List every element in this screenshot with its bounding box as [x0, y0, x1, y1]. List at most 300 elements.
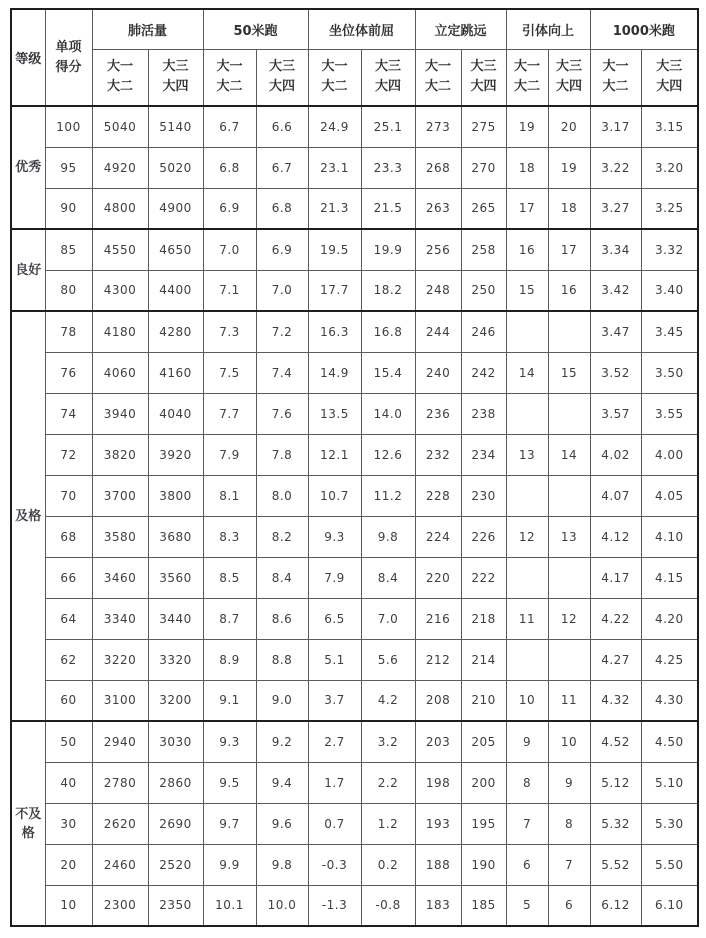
header-sub-freshman: [415, 49, 461, 106]
table-row: [11, 721, 698, 762]
value-cell: 6.6: [256, 106, 308, 147]
header-sub-line: 大二: [602, 79, 629, 95]
value-cell: 9.2: [256, 721, 308, 762]
header-sub-line: 大四: [162, 79, 189, 95]
value-cell: 0.2: [361, 844, 415, 885]
value-cell: 8: [548, 803, 590, 844]
value-cell: 238: [461, 393, 506, 434]
value-cell: 185: [461, 885, 506, 926]
value-cell: 14.0: [361, 393, 415, 434]
table-row: [11, 762, 698, 803]
value-cell: 8.0: [256, 475, 308, 516]
value-cell: 4.30: [641, 680, 698, 721]
value-cell: 7: [548, 844, 590, 885]
value-cell: 3.20: [641, 147, 698, 188]
value-cell: 268: [415, 147, 461, 188]
value-cell: 19: [548, 147, 590, 188]
table-row: [11, 147, 698, 188]
header-score-line: 得分: [55, 59, 82, 75]
value-cell: -0.8: [361, 885, 415, 926]
table-row: [11, 311, 698, 352]
value-cell: 25.1: [361, 106, 415, 147]
score-cell: 50: [45, 721, 92, 762]
header-sub-line: 大四: [375, 79, 402, 95]
value-cell: 13: [506, 434, 548, 475]
value-cell: 6.9: [203, 188, 256, 229]
value-cell: 3680: [148, 516, 203, 557]
value-cell: 226: [461, 516, 506, 557]
value-cell: 2.2: [361, 762, 415, 803]
value-cell: 16: [506, 229, 548, 270]
score-cell: 74: [45, 393, 92, 434]
value-cell: 246: [461, 311, 506, 352]
value-cell: 8.1: [203, 475, 256, 516]
value-cell: 8.7: [203, 598, 256, 639]
value-cell: 3.40: [641, 270, 698, 311]
score-cell: 80: [45, 270, 92, 311]
value-cell: 4.2: [361, 680, 415, 721]
value-cell: [506, 475, 548, 516]
value-cell: 5.30: [641, 803, 698, 844]
value-cell: 2.7: [308, 721, 361, 762]
value-cell: 3.45: [641, 311, 698, 352]
value-cell: 248: [415, 270, 461, 311]
value-cell: 9.3: [203, 721, 256, 762]
value-cell: 3220: [92, 639, 148, 680]
value-cell: 3.17: [590, 106, 641, 147]
value-cell: 14: [548, 434, 590, 475]
value-cell: 9.6: [256, 803, 308, 844]
value-cell: 16.8: [361, 311, 415, 352]
value-cell: 208: [415, 680, 461, 721]
value-cell: 244: [415, 311, 461, 352]
header-sub-senior: [548, 49, 590, 106]
value-cell: 220: [415, 557, 461, 598]
value-cell: 8.5: [203, 557, 256, 598]
value-cell: 12: [506, 516, 548, 557]
value-cell: 19.5: [308, 229, 361, 270]
value-cell: 10: [548, 721, 590, 762]
table-row: [11, 352, 698, 393]
value-cell: 3940: [92, 393, 148, 434]
section-0: [11, 106, 698, 229]
value-cell: 20: [548, 106, 590, 147]
value-cell: 7.5: [203, 352, 256, 393]
value-cell: 3580: [92, 516, 148, 557]
header-sub-senior: [256, 49, 308, 106]
value-cell: 24.9: [308, 106, 361, 147]
header-sub-line: 大一: [106, 59, 133, 75]
grade-label-cell: 优秀: [11, 106, 45, 229]
value-cell: 10.1: [203, 885, 256, 926]
value-cell: 230: [461, 475, 506, 516]
value-cell: 7.6: [256, 393, 308, 434]
value-cell: 4160: [148, 352, 203, 393]
value-cell: 9.0: [256, 680, 308, 721]
value-cell: 16.3: [308, 311, 361, 352]
value-cell: 193: [415, 803, 461, 844]
value-cell: [506, 639, 548, 680]
value-cell: 3.57: [590, 393, 641, 434]
value-cell: 3.2: [361, 721, 415, 762]
value-cell: 14: [506, 352, 548, 393]
header-sub-line: 大三: [470, 59, 497, 75]
section-2: [11, 311, 698, 721]
value-cell: 8.4: [361, 557, 415, 598]
value-cell: 198: [415, 762, 461, 803]
header-group-0: 肺活量: [92, 9, 203, 49]
value-cell: 11: [506, 598, 548, 639]
value-cell: 4.15: [641, 557, 698, 598]
header-group-2: 坐位体前屈: [308, 9, 415, 49]
value-cell: 222: [461, 557, 506, 598]
value-cell: 265: [461, 188, 506, 229]
value-cell: 2940: [92, 721, 148, 762]
value-cell: 1.2: [361, 803, 415, 844]
value-cell: 216: [415, 598, 461, 639]
value-cell: 3.52: [590, 352, 641, 393]
header-group-3: 立定跳远: [415, 9, 506, 49]
value-cell: 3340: [92, 598, 148, 639]
table-row: [11, 270, 698, 311]
value-cell: 3.7: [308, 680, 361, 721]
header-sub-line: 大一: [216, 59, 243, 75]
value-cell: 13.5: [308, 393, 361, 434]
value-cell: 7.0: [256, 270, 308, 311]
value-cell: [548, 393, 590, 434]
value-cell: 15: [548, 352, 590, 393]
value-cell: 188: [415, 844, 461, 885]
value-cell: 4.20: [641, 598, 698, 639]
value-cell: 203: [415, 721, 461, 762]
value-cell: 16: [548, 270, 590, 311]
table-row: [11, 844, 698, 885]
value-cell: 15.4: [361, 352, 415, 393]
value-cell: 6.9: [256, 229, 308, 270]
value-cell: 3820: [92, 434, 148, 475]
value-cell: 4300: [92, 270, 148, 311]
table-row: [11, 188, 698, 229]
value-cell: 2690: [148, 803, 203, 844]
value-cell: 0.7: [308, 803, 361, 844]
value-cell: [506, 393, 548, 434]
value-cell: 19.9: [361, 229, 415, 270]
value-cell: 3.32: [641, 229, 698, 270]
value-cell: 4900: [148, 188, 203, 229]
value-cell: 2780: [92, 762, 148, 803]
value-cell: 3030: [148, 721, 203, 762]
value-cell: 23.3: [361, 147, 415, 188]
value-cell: 270: [461, 147, 506, 188]
value-cell: 6.7: [203, 106, 256, 147]
value-cell: 7.8: [256, 434, 308, 475]
score-cell: 62: [45, 639, 92, 680]
value-cell: 9.4: [256, 762, 308, 803]
value-cell: 3100: [92, 680, 148, 721]
value-cell: 210: [461, 680, 506, 721]
value-cell: 4.50: [641, 721, 698, 762]
value-cell: 3440: [148, 598, 203, 639]
section-1: [11, 229, 698, 311]
value-cell: 3920: [148, 434, 203, 475]
header-sub-line: 大一: [602, 59, 629, 75]
value-cell: 228: [415, 475, 461, 516]
value-cell: 7.9: [203, 434, 256, 475]
score-cell: 60: [45, 680, 92, 721]
value-cell: 4.32: [590, 680, 641, 721]
value-cell: 4800: [92, 188, 148, 229]
score-cell: 40: [45, 762, 92, 803]
header-sub-line: 大一: [321, 59, 348, 75]
header-sub-senior: [148, 49, 203, 106]
value-cell: 236: [415, 393, 461, 434]
value-cell: 6.12: [590, 885, 641, 926]
score-cell: 76: [45, 352, 92, 393]
value-cell: 3560: [148, 557, 203, 598]
header-sub-line: 大四: [656, 79, 683, 95]
value-cell: 6.10: [641, 885, 698, 926]
value-cell: 4.17: [590, 557, 641, 598]
table-row: [11, 516, 698, 557]
value-cell: 3.22: [590, 147, 641, 188]
value-cell: 4280: [148, 311, 203, 352]
header-group-4: 引体向上: [506, 9, 590, 49]
value-cell: 11.2: [361, 475, 415, 516]
value-cell: 1.7: [308, 762, 361, 803]
value-cell: [506, 557, 548, 598]
value-cell: 4400: [148, 270, 203, 311]
value-cell: 10.7: [308, 475, 361, 516]
value-cell: [548, 311, 590, 352]
score-cell: 78: [45, 311, 92, 352]
table-row: [11, 885, 698, 926]
score-cell: 68: [45, 516, 92, 557]
header-group-1: 50米跑: [203, 9, 308, 49]
value-cell: 7.0: [361, 598, 415, 639]
table-row: [11, 229, 698, 270]
value-cell: 195: [461, 803, 506, 844]
value-cell: 4550: [92, 229, 148, 270]
value-cell: 9.8: [361, 516, 415, 557]
value-cell: 3800: [148, 475, 203, 516]
value-cell: 2350: [148, 885, 203, 926]
header-sub-senior: [641, 49, 698, 106]
header-sub-line: 大三: [375, 59, 402, 75]
value-cell: [548, 639, 590, 680]
value-cell: 4.27: [590, 639, 641, 680]
value-cell: 2300: [92, 885, 148, 926]
value-cell: 4.07: [590, 475, 641, 516]
value-cell: 4920: [92, 147, 148, 188]
value-cell: 8.2: [256, 516, 308, 557]
value-cell: 9.1: [203, 680, 256, 721]
score-cell: 20: [45, 844, 92, 885]
score-cell: 30: [45, 803, 92, 844]
value-cell: 4.00: [641, 434, 698, 475]
value-cell: 4180: [92, 311, 148, 352]
value-cell: 3.15: [641, 106, 698, 147]
header-sub-line: 大二: [216, 79, 243, 95]
value-cell: 6: [548, 885, 590, 926]
value-cell: 218: [461, 598, 506, 639]
header-grade: 等级: [11, 9, 45, 106]
score-cell: 100: [45, 106, 92, 147]
value-cell: 4060: [92, 352, 148, 393]
value-cell: 205: [461, 721, 506, 762]
score-cell: 66: [45, 557, 92, 598]
header-sub-line: 大三: [556, 59, 583, 75]
value-cell: 2620: [92, 803, 148, 844]
header-score-line: 单项: [55, 39, 82, 55]
value-cell: 5.6: [361, 639, 415, 680]
value-cell: [548, 475, 590, 516]
value-cell: 4.52: [590, 721, 641, 762]
value-cell: 8.3: [203, 516, 256, 557]
value-cell: 8: [506, 762, 548, 803]
grade-label-cell: 良好: [11, 229, 45, 311]
value-cell: -1.3: [308, 885, 361, 926]
score-cell: 95: [45, 147, 92, 188]
value-cell: 6: [506, 844, 548, 885]
value-cell: 8.8: [256, 639, 308, 680]
value-cell: 9: [548, 762, 590, 803]
value-cell: -0.3: [308, 844, 361, 885]
value-cell: 7.1: [203, 270, 256, 311]
header-sub-line: 大四: [269, 79, 296, 95]
value-cell: 8.4: [256, 557, 308, 598]
value-cell: 5.12: [590, 762, 641, 803]
header-group-5: 1000米跑: [590, 9, 698, 49]
value-cell: 17.7: [308, 270, 361, 311]
value-cell: 9: [506, 721, 548, 762]
header-sub-senior: [461, 49, 506, 106]
value-cell: 9.5: [203, 762, 256, 803]
value-cell: 7.0: [203, 229, 256, 270]
value-cell: 17: [548, 229, 590, 270]
value-cell: 212: [415, 639, 461, 680]
value-cell: 273: [415, 106, 461, 147]
value-cell: 15: [506, 270, 548, 311]
table-row: [11, 639, 698, 680]
value-cell: 4.05: [641, 475, 698, 516]
value-cell: 7.2: [256, 311, 308, 352]
header-sub-line: 大二: [514, 79, 541, 95]
value-cell: 9.3: [308, 516, 361, 557]
value-cell: 12.6: [361, 434, 415, 475]
value-cell: [506, 311, 548, 352]
value-cell: 8.6: [256, 598, 308, 639]
grade-label-cell: 及格: [11, 311, 45, 721]
value-cell: 263: [415, 188, 461, 229]
value-cell: 2460: [92, 844, 148, 885]
value-cell: 224: [415, 516, 461, 557]
value-cell: 183: [415, 885, 461, 926]
score-cell: 72: [45, 434, 92, 475]
value-cell: 4040: [148, 393, 203, 434]
table-row: [11, 475, 698, 516]
value-cell: 11: [548, 680, 590, 721]
value-cell: 5.32: [590, 803, 641, 844]
value-cell: 3200: [148, 680, 203, 721]
value-cell: 3700: [92, 475, 148, 516]
value-cell: 7.4: [256, 352, 308, 393]
value-cell: 23.1: [308, 147, 361, 188]
value-cell: 10: [506, 680, 548, 721]
value-cell: 12.1: [308, 434, 361, 475]
value-cell: 14.9: [308, 352, 361, 393]
value-cell: 2520: [148, 844, 203, 885]
score-cell: 70: [45, 475, 92, 516]
header-sub-line: 大四: [556, 79, 583, 95]
header-sub-freshman: [308, 49, 361, 106]
header-sub-line: 大三: [269, 59, 296, 75]
value-cell: 21.3: [308, 188, 361, 229]
score-cell: 64: [45, 598, 92, 639]
header-sub-line: 大二: [321, 79, 348, 95]
value-cell: 5.1: [308, 639, 361, 680]
value-cell: 9.9: [203, 844, 256, 885]
value-cell: 5.10: [641, 762, 698, 803]
value-cell: 6.5: [308, 598, 361, 639]
table-row: [11, 803, 698, 844]
header-sub-line: 大二: [425, 79, 452, 95]
value-cell: [548, 557, 590, 598]
value-cell: 8.9: [203, 639, 256, 680]
header-sub-line: 大一: [514, 59, 541, 75]
value-cell: 3320: [148, 639, 203, 680]
value-cell: 6.8: [256, 188, 308, 229]
value-cell: 13: [548, 516, 590, 557]
value-cell: 3.34: [590, 229, 641, 270]
value-cell: 4.22: [590, 598, 641, 639]
value-cell: 6.8: [203, 147, 256, 188]
value-cell: 214: [461, 639, 506, 680]
value-cell: 3.50: [641, 352, 698, 393]
value-cell: 200: [461, 762, 506, 803]
value-cell: 3460: [92, 557, 148, 598]
value-cell: 12: [548, 598, 590, 639]
header-score: [45, 9, 92, 106]
header-sub-line: 大一: [425, 59, 452, 75]
value-cell: 234: [461, 434, 506, 475]
grade-label-cell: 不及格: [11, 721, 45, 926]
table-row: [11, 434, 698, 475]
value-cell: 240: [415, 352, 461, 393]
value-cell: 256: [415, 229, 461, 270]
value-cell: 10.0: [256, 885, 308, 926]
value-cell: 3.42: [590, 270, 641, 311]
table-row: [11, 557, 698, 598]
value-cell: 6.7: [256, 147, 308, 188]
header-sub-freshman: [590, 49, 641, 106]
header-sub-freshman: [203, 49, 256, 106]
value-cell: 21.5: [361, 188, 415, 229]
value-cell: 4.25: [641, 639, 698, 680]
value-cell: 9.8: [256, 844, 308, 885]
value-cell: 19: [506, 106, 548, 147]
section-3: [11, 721, 698, 926]
table-row: [11, 393, 698, 434]
header-sub-line: 大二: [106, 79, 133, 95]
value-cell: 7.9: [308, 557, 361, 598]
value-cell: 17: [506, 188, 548, 229]
header-sub-line: 大四: [470, 79, 497, 95]
fitness-standards-table: [10, 8, 699, 927]
header-sub-freshman: [92, 49, 148, 106]
value-cell: 242: [461, 352, 506, 393]
value-cell: 5140: [148, 106, 203, 147]
value-cell: 18: [506, 147, 548, 188]
